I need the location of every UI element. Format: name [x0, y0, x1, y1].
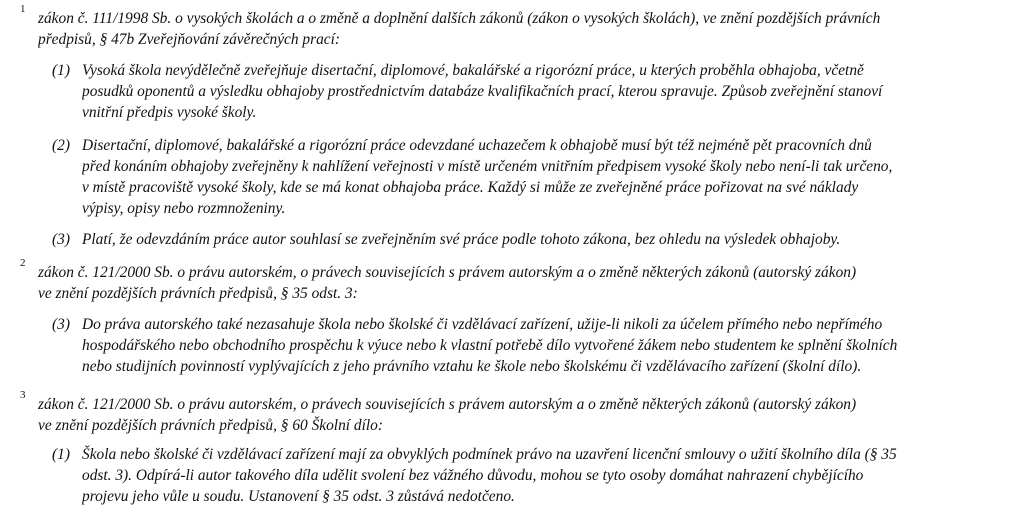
paragraph-text [82, 444, 1012, 507]
paragraph-line: nebo studijních povinností vyplývajících z jeho právního vztahu ke škole nebo školskému či vzdělávacího zařízení (školní dílo). [82, 358, 862, 375]
heading-line: ve znění pozdějších právních předpisů, § 60 Školní dílo: [38, 417, 383, 434]
paragraph-line: projevu jeho vůle u soudu. Ustanovení § 35 odst. 3 zůstává nedotčeno. [82, 488, 515, 505]
paragraph-text [82, 135, 1012, 219]
paragraph-line: posudků oponentů a výsledku obhajoby prostřednictvím databáze kvalifikačních prací, kterou spravuje. Způsob zveřejnění stanoví [82, 83, 883, 100]
paragraph-line: Platí, že odevzdáním práce autor souhlasí se zveřejněním své práce podle tohoto zákona, bez ohledu na výsledek obhajoby. [82, 231, 841, 248]
heading-line: zákon č. 121/2000 Sb. o právu autorském, o právech souvisejících s právem autorským a o změně některých zákonů (autorský zákon) [38, 396, 857, 413]
paragraph-line: Škola nebo školské či vzdělávací zařízení mají za obvyklých podmínek právo na uzavření licenční smlouvy o užití školního díla (§ 35 [82, 446, 897, 463]
paragraph-line: Do práva autorského také nezasahuje škola nebo školské či vzdělávací zařízení, užije-li nikoli za účelem přímého nebo nepřímého [82, 316, 883, 333]
heading-line: zákon č. 121/2000 Sb. o právu autorském, o právech souvisejících s právem autorským a o změně některých zákonů (autorský zákon) [38, 264, 857, 281]
footnote-number: 3 [20, 389, 26, 401]
heading-line: předpisů, § 47b Zveřejňování závěrečných prací: [38, 31, 341, 48]
paragraph-number: (2) [52, 137, 70, 154]
paragraph-number: (1) [52, 62, 70, 79]
paragraph-line: vnitřní předpis vysoké školy. [82, 104, 257, 121]
footnote-number: 1 [20, 3, 26, 15]
paragraph-line: hospodářského nebo obchodního prospěchu k výuce nebo k vlastní potřebě dílo vytvořené žákem nebo studentem ke splnění školních [82, 337, 898, 354]
footnote-heading [38, 394, 1013, 436]
heading-line: zákon č. 111/1998 Sb. o vysokých školách a o změně a doplnění dalších zákonů (zákon o vysokých školách), ve znění pozdějších právních [38, 10, 881, 27]
paragraph-text [82, 314, 1012, 377]
footnote-heading [38, 8, 1013, 50]
paragraph-line: výpisy, opisy nebo rozmnoženiny. [82, 200, 286, 217]
paragraph-text [82, 229, 1012, 250]
paragraph-line: v místě pracoviště vysoké školy, kde se má konat obhajoba práce. Každý si může ze zveřejněné práce pořizovat na své náklady [82, 179, 859, 196]
paragraph-line: odst. 3). Odpírá-li autor takového díla udělit svolení bez vážného důvodu, mohou se tyto osoby domáhat nahrazení chybějícího [82, 467, 864, 484]
paragraph-text [82, 60, 1012, 123]
footnote-heading [38, 262, 1013, 304]
footnote-number: 2 [20, 257, 26, 269]
paragraph-line: Vysoká škola nevýdělečně zveřejňuje disertační, diplomové, bakalářské a rigorózní práce, u kterých proběhla obhajoba, včetně [82, 62, 864, 79]
paragraph-number: (1) [52, 446, 70, 463]
paragraph-line: Disertační, diplomové, bakalářské a rigorózní práce odevzdané uchazečem k obhajobě musí být též nejméně pět pracovních dnů [82, 137, 872, 154]
paragraph-line: před konáním obhajoby zveřejněny k nahlížení veřejnosti v místě určeném vnitřním předpisem vysoké školy nebo není-li tak určeno, [82, 158, 893, 175]
heading-line: ve znění pozdějších právních předpisů, § 35 odst. 3: [38, 285, 358, 302]
paragraph-number: (3) [52, 231, 70, 248]
paragraph-number: (3) [52, 316, 70, 333]
